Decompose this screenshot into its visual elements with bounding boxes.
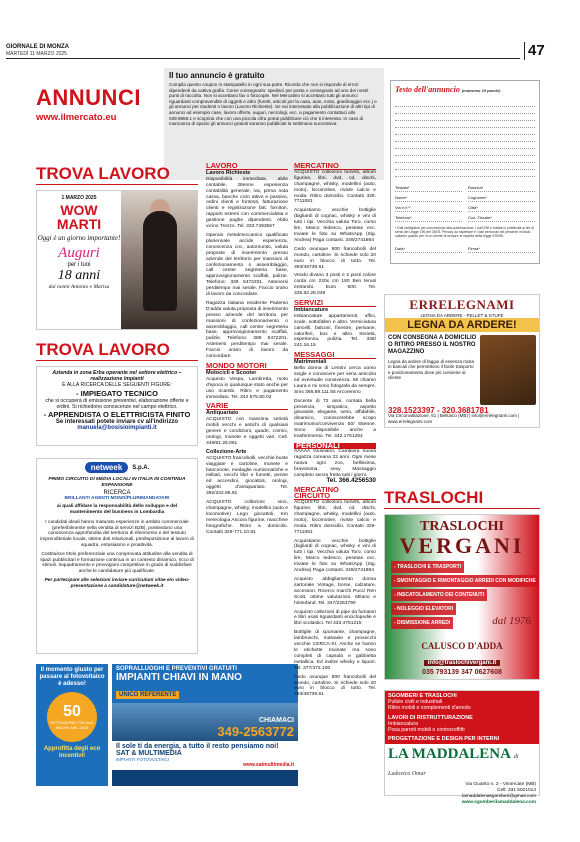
classified-item: Cedo ovunque 800 francobolli del mondo, cartoline. Si richiede solo 20 euro in blocco di tutto. Tel. 393/48739.61 — [294, 674, 376, 698]
maddalena-t6: Posa parreti mobili e controsoffitti — [388, 727, 465, 734]
ad-coupon-form — [390, 80, 540, 264]
netweek-l3: BRILLANTI AGENTI MONO/PLURIMANDATARI — [64, 496, 170, 502]
coupon-privacy-note: * Dati obbligatori per concessione alla pubblicazione. I dati ENI e trattati in pubblicità ai fini di sensi dei Legge 196 del 03/03. Privacy da rispettare e i dati personali nel presente modulo soltanto quanto per in un utente di sempre al rispetto della legge 675/96. — [395, 226, 534, 238]
coupon-field-testata[interactable]: Testata* — [395, 185, 462, 192]
legna-contacts — [385, 408, 539, 424]
classified-item: AAAAA Giussano, Cambiera nuova ragazza coreana 22 anni. Ogni mese nuova ogni zoo, bellissima, bravissima, sexy Massaggio completo senza fretta tutti i giorni. — [294, 448, 376, 478]
fv-headline: Il momento giusto per passare al fotovoltaico è adesso! — [39, 667, 105, 687]
traslochi-brand — [385, 519, 539, 557]
imp-top — [112, 664, 298, 703]
birthday-anni: 18 anni — [57, 268, 101, 283]
coupon-field-nome[interactable]: Nome* — [395, 195, 462, 202]
imp-chiavi: IMPIANTI CHIAVI IN MANO — [116, 672, 242, 683]
netweek-logo-mark: netweek — [85, 462, 129, 473]
legna-text — [388, 335, 477, 405]
traslochi-word: TRASLOCHI — [419, 519, 505, 534]
section-rule-1 — [36, 184, 198, 185]
traslochi-service: - NOLEGGIO ELEVATORI — [391, 603, 456, 615]
job-ad-netweek — [36, 458, 198, 654]
job1-cta: Se interessati potete inviare cv all'indirizzo — [55, 419, 179, 426]
traslochi-service: - SMONTAGGIO E RIMONTAGGIO ARREDI CON MODIFICHE — [391, 575, 539, 587]
legna-photo — [480, 335, 536, 405]
maddalena-cell[interactable]: Cell: 331 5021014 — [497, 788, 536, 794]
imp-referente: UNICO REFERENTE — [116, 691, 179, 699]
maddalena-t3: Ritiro mobili e complementi d'arredo — [388, 705, 471, 712]
section-traslochi: TRASLOCHI — [384, 488, 484, 507]
classified-item: ACQUISTO collezioni vino, champagne, whisky, modellini (auto e locomotive) Lego giocattoli, Km mereologia Ancora figurine, macchine fotografiche. Ritiro a domicilio. Contatti 329-771.10.81 — [206, 500, 288, 535]
job1-search: È ALLA RICERCA DELLE SEGUENTI FIGURE: — [62, 382, 172, 389]
maddalena-t5: Imbiancatura — [388, 720, 418, 727]
classified-item: ACQUISTO collezioni fumetti, album figurine, libri, dvd, cd, dischi, champagne, whisky, modellini (auto, moto), locomotive, riviste calcio e moda. Ritiro domicilio. Contatti 329- 7711081 — [294, 500, 376, 535]
classifieds-column-3 — [294, 160, 376, 790]
birthday-photo — [121, 191, 197, 329]
legna-address: Via Circonvallazione, 61 | Bellusco (MB) | info@errelegnami.com | www.errelegnami.com — [388, 413, 520, 424]
imp-company: SAT & MULTIMEDIA — [116, 750, 182, 757]
birthday-per: per i tuoi — [67, 262, 91, 268]
section-rule-3 — [384, 508, 540, 509]
heading-messaggi: MESSAGGI — [294, 352, 376, 359]
maddalena-brand — [385, 744, 539, 780]
page-number: 47 — [528, 42, 545, 59]
coupon-field-codfiscale[interactable]: Cod. Fiscale* — [468, 215, 535, 222]
birthday-name: WOW MARTI — [56, 202, 102, 232]
maddalena-owner: di Ludovico Omar — [388, 754, 519, 778]
classified-item: Bella donna di Lentini cerca uomo single e conoscere per seria amicizia ed eventuale convivenza. Mi chiamo Laura e mi sono fotografa da sempre. Sms 366.89.111.55 Arcoremno — [294, 366, 376, 395]
job-ad-electric — [36, 366, 198, 446]
traslochi-footer — [385, 641, 539, 676]
coupon-field-telefono[interactable]: Telefono* — [395, 215, 462, 222]
birthday-line: Oggi è un giorno importante! — [37, 234, 121, 242]
heading-mercatino: MERCATINO — [294, 163, 376, 170]
job1-role-2: - APPRENDISTA O ELETTRICISTA FINITO — [43, 410, 191, 420]
legna-header — [385, 295, 539, 318]
birthday-from: dai nonni Antonio e Marisa — [48, 284, 110, 290]
maddalena-address: Via Guarito n. 2 - Vimercate (MB) — [465, 782, 536, 788]
coupon-text-lines[interactable] — [395, 100, 535, 177]
classified-item: ACQUISTO collezioni fumetti, album figurine, libri, dvd, cd, dischi, champagne, whisky, modellini (auto, moto), locomotive, riviste calcio e moda. Ritiro domicilio. Contatti 329. 7711081 — [294, 169, 376, 205]
job1-role-1: - IMPIEGATO TECNICO — [76, 388, 158, 398]
subheading-collezione: Collezione-Arte — [206, 448, 247, 455]
maddalena-t1: SGOMBERI E TRASLOCHI — [388, 693, 457, 699]
legna-consegna: CON CONSEGNA A DOMICILIO O RITIRO PRESSO IL NOSTRO MAGAZZINO — [388, 335, 477, 355]
classified-item: Vendo divano 3 posti e 2 posti colore corda cm 220x cm 180 Ben tenuti entrambi. Euro 600. Tel. 335.82.26.049 — [294, 273, 376, 297]
netweek-logo — [40, 462, 194, 473]
netweek-l5: I candidati ideali hanno maturato esperienze in ambito commerciale (preferibilmente nella vendita di servizi B2B), possiedono una conoscenza approfondita del territorio di riferimento e del tessuto imprenditoriale locale, ottime doti relazionali, predisposizione al lavoro di squadra, entusiasmo e proattività. — [40, 519, 194, 548]
birthday-ad — [36, 190, 198, 330]
imp-photo — [112, 703, 298, 741]
ad-traslochi-vergani — [384, 514, 540, 680]
legna-brand: ERRELEGNAMI — [409, 297, 515, 312]
classified-item: Imbiancature appartamenti, uffici, scale, sottofalleri e altro. Verniciatura cancelli, balconi, finestre, persiane, caloriferi, box e altro. Serietà, esperienza, pulizia. Tel. 338/ 241.16.15 — [294, 313, 376, 349]
maddalena-website[interactable]: www.sgomberilamaddalena.com — [461, 799, 536, 805]
free-ad-text: Compila questo coupon in stampatello in ogni sua parte. Ricorda che non si risponde di errori dipendenti da cattiva grafia. Come consegnarlo: spedisci per posta o consegnalo ad uno dei nostri punti di raccolta. Non si accettano fax o fotocopie. Nel Mercatino si accettano tutti gli annunci riguardanti compravendite di oggetti e altro (furetti, articoli per la casa, auto, moto, giardinaggio ecc.) e gli annunci per studenti o lavoro (Lavoro Richieste). Se vai interessato alla pubblicazione di altri tipi di annunci ad esempio case, lavoro offerte, auguri, necrologi, ecc. a pagamento contattaci allo 039.9969.1 e scoprirai che con una piccola cifra potrai pubblicare ciò che ti interessa. In caso di mancanza di spazio gli annunci gratuiti saranno pubblicati la settimana successiva. — [169, 82, 377, 127]
traslochi-service: - INSCATOLAMENTO DEI CONTENUTI — [391, 589, 487, 601]
newspaper-name: GIORNALE DI MONZA — [6, 44, 69, 50]
coupon-title — [395, 85, 535, 94]
fv-incentivi: Approfitta degli eco incentivi! — [43, 746, 101, 759]
subheading-matrimoniali: Matrimoniali — [294, 359, 327, 366]
subheading-antiquariato: Antiquariato — [206, 410, 239, 417]
job1-intro: Azienda in zona Erba operante nel settore elettrico – realizzazione impianti — [52, 370, 182, 383]
classified-item: Docente di 72 anni, contata bella presenza, simpatico, aspetto giovanile, elegante, serio, affidabile, dinamico, conoscerebbe scopo matrimonio/convivenza 50/ 65enne. Sono disponibile anche a trasferimento. Tel. 342.1761294 — [294, 398, 376, 440]
annunci-logo — [36, 86, 156, 136]
heading-varie: VARIE — [206, 403, 288, 410]
legna-phone[interactable]: 328.1523397 - 320.3681781 — [388, 406, 489, 415]
birthday-ad-text — [37, 191, 121, 329]
classified-item: Acquistiamo vecchie bottiglie (bigliardi di cognac, whisky e vini di tutti i tipi. Vecchia valuta Toro, corso lire, Marco tedesco, pesetas ecc. Inviate le foto su WhatsApp (Sig. Andrea) Paga contanti. 349/2741864 — [294, 208, 376, 243]
classified-item: Cedo ovunque 800 francobolli del mondo, cartoline. Si richiede solo 20 euro in blocco di tutto. Tel. 393/48739.61 — [294, 246, 376, 270]
imp-website[interactable]: www.satmultimedia.it — [243, 762, 294, 768]
maddalena-contacts — [385, 780, 539, 807]
imp-phone[interactable]: 349-2563772 — [217, 724, 294, 739]
traslochi-phones[interactable]: 035 793139 347 0627608 — [422, 669, 502, 676]
coupon-sign-fields — [395, 246, 535, 253]
birthday-auguri: Auguri — [58, 245, 100, 261]
netweek-spa: S.p.A. — [132, 464, 150, 471]
heading-mercatino-circuito: MERCATINO CIRCUITO — [294, 487, 376, 500]
coupon-field-cognome[interactable]: Cognome* — [468, 195, 535, 202]
fv-badge-text: DETRAZIONE FISCALE ANCHE NEL 2025 — [50, 720, 94, 730]
legna-body — [385, 332, 539, 408]
job1-desc: che si occuperà di emissione preventivi, elaborazione offerte e ordini. Si richiedono conoscenze nel campo elettrico. — [45, 397, 189, 410]
ad-fotovoltaico — [36, 664, 108, 786]
traslochi-since: dal 1976 — [492, 615, 531, 627]
maddalena-t7: PROGETTAZIONE E DESIGN PER INTERNI — [388, 736, 500, 743]
personali-phone: Tel. 366.4256530 — [326, 477, 376, 485]
free-ad-title: Il tuo annuncio è gratuito — [169, 71, 265, 80]
traslochi-service: - DISMISSIONE ARREDI — [391, 617, 453, 629]
header-rule — [6, 58, 520, 59]
classified-item: ACQUISTO con massima serietà mobili vecchi e antichi di qualsiasi genere e condizioni, quadri, cornici, orologi, monete e oggetti vari. Cell. 349/61.25.061 — [206, 417, 288, 446]
page-number-divider — [524, 42, 525, 60]
classified-item: Acquistiamo vecchie bottiglie (bigliardi di cognac, whisky e vini di tutti i tipi. Vecchia valuta Toro, corso lire, Marco tedesco, pesetas ecc. Inviate le foto su WhatsApp (Sig. Andrea) Paga contanti. 349/2741864 — [294, 538, 376, 574]
subheading-moto: Motocicli e Scooter — [206, 369, 257, 376]
coupon-word-limit: (massimo 20 parole) — [461, 88, 501, 93]
heading-mondo-motori: MONDO MOTORI — [206, 363, 288, 370]
coupon-field-citta[interactable]: Città* — [468, 205, 535, 212]
classified-item: Disponibilità immediata, abile contabile, 28enne esperienza contabilità generale, iva, prima nota cassa, banche ciclo attivo e passivo, ordini clienti e fornitori, fatturazione clienti e registrazione fatt. fornitori, rapporti esterni con commercialista e gestione paghe dipendenti. Abito vicino Trezzo. Tel. 333.7493567 — [206, 176, 288, 230]
legna-band: LEGNA DA ARDERE! — [385, 318, 539, 332]
classified-item: Acquisto collezioni di pipe da fumatori e libri usati riguardanti enciclopedie e libri scolastici. Tel 333.4751215 — [294, 609, 376, 627]
birthday-date: 1 MARZO 2025 — [61, 195, 97, 201]
ad-impianti — [112, 664, 298, 786]
legna-desc: Legna da ardere di faggio di essenza mista in bancali che permettono il facile trasporto e posizionamento dove più conviene al cliente — [388, 359, 475, 381]
classified-item: Ragazza italiana residente Pademo D'adda valuta proposta di inserimento presso aziende del territorio per mansioni di confezionamento o assemblaggio, call center segreteria base, approvvigionamento scaffali, pulizie. Telefono: 389 5472201. Astenersi perditempo mai serale. Faccio orario di lavoro da concordare. — [206, 300, 288, 360]
classified-item: Bottiglie di spumante, champagne, lambruschi, malvasie e prosecchi vecchie CERCA-SI. Anche se hanno le etichette rovinate ma sono completi di capsula e gabbietta metallica. Ed inoltre whisky e liquori. Tel. 377/472.100 — [294, 630, 376, 671]
heading-lavoro: LAVORO — [206, 163, 288, 170]
imp-chiamaci: CHIAMACI — [259, 717, 294, 724]
maddalena-name: LA MADDALENA — [388, 746, 511, 763]
netweek-l4: ai quali affidare la responsabilità dello sviluppo e del mantenimento del business in Lombardia — [56, 504, 178, 515]
subheading-imbiancature: Imbiancature — [294, 306, 329, 313]
traslochi-service: - TRASLOCHI E TRASPORTI — [391, 561, 464, 573]
coupon-field-firma[interactable]: Firma* — [468, 246, 535, 253]
classified-item: Acquisto Vespa, Lambretta, moto d'epoca in qualunque stato anche per uso ricambi. Ritiro e pagamento immediato. Tel. 342 575.80.02 — [206, 376, 288, 400]
maddalena-services — [385, 691, 539, 744]
heading-servizi: SERVIZI — [294, 300, 376, 307]
imp-slogan: Il sole ti da energia, a tutto il resto pensiamo noi! — [116, 743, 279, 750]
section-trova-lavoro-1: TROVA LAVORO — [36, 164, 170, 183]
netweek-l6: Costituisce titolo preferenziale una comprovata attitudine alla vendita di spazi pubblicitari e formazione continua in un contesto dinamico, ricco di stimoli. Inquadramento e provvigioni competitive in grado di soddisfare anche le candidature più qualificate. — [40, 551, 194, 575]
maddalena-t2: Pulizie civili e industriali — [388, 699, 443, 706]
heading-personali: PERSONALI — [294, 443, 376, 449]
ad-errelegnami — [384, 294, 540, 428]
coupon-field-rubrica[interactable]: Rubrica* — [468, 185, 535, 192]
coupon-fields — [395, 185, 535, 222]
ad-la-maddalena — [384, 690, 540, 805]
maddalena-t4: LAVORI DI RISTRUTTURAZIONE — [388, 714, 473, 721]
coupon-title-text: Testo dell'annuncio — [395, 85, 460, 94]
imp-bottom — [112, 741, 298, 770]
traslochi-city: CALUSCO D'ADDA — [421, 641, 503, 651]
legna-sub: LEGNA DA ARDERE - PELLET & STUFE — [420, 313, 504, 318]
traslochi-email[interactable]: info@traslochivergani.it — [424, 660, 501, 666]
fv-badge — [47, 692, 97, 742]
fv-badge-number: 50 — [63, 703, 81, 720]
subheading-lavoro-richieste: Lavoro Richieste — [206, 169, 251, 176]
section-trova-lavoro-2: TROVA LAVORO — [36, 340, 170, 359]
netweek-l7[interactable]: Per partecipare alle selezioni inviare curriculum vitae e/o video-presentazione a candidature@netweek.it — [44, 577, 190, 589]
imp-sub: IMPIANTI FOTOVOLTAICI — [116, 757, 170, 762]
classified-item: Acquisto abbigliamento donna sartoriale Vintage, borse, calzature, accessori. Ricerco marchi Pucci Ren Scott, ottime valutazioni. Milano e hinterland. Tel. 347/2263790 — [294, 577, 376, 606]
classified-item: Operaio metalmeccanico qualificato pluriennale accide esperienza, conoscenza cnc, automunito, valuta proposte di inserimento presso aziende del territorio per mansioni di confezionamento o assemblaggio, call center segreteria base, approvvigionamento scaffali, pulizie. Telefono: 339 5472201. Astenersi perditempo mai serale. Faccio orario di lavoro da concordare. — [206, 232, 288, 298]
coupon-field-data[interactable]: Data* — [395, 246, 462, 253]
netweek-l1: PRIMO CIRCUITO DI MEDIA LOCALI IN ITALIA IN CONTINUA ESPANSIONE — [48, 477, 186, 488]
section-rule-2 — [36, 360, 198, 361]
annunci-title: ANNUNCI — [36, 85, 141, 110]
maddalena-email[interactable]: lamaddalenasgomberi@gmail.com — [462, 794, 536, 800]
imp-sopralluoghi: SOPRALLUOGHI E PREVENTIVI GRATUITI — [116, 666, 237, 672]
issue-date: MARTEDÌ 11 MARZO 2025 — [6, 51, 67, 57]
classifieds-column-2 — [206, 160, 288, 656]
netweek-l2: RICERCA — [103, 489, 131, 496]
annunci-url[interactable]: www.ilmercato.eu — [36, 112, 117, 123]
coupon-field-via[interactable]: Via e n°* — [395, 205, 462, 212]
traslochi-vergani: VERGANI — [399, 533, 525, 558]
classified-item: ACQUISTO francobolli, vecchie buste viaggiate e cartoline, monete e banconote, medaglie numismatiche e militari, vecchi libri e fumetti, penne ed accendini, giocattoli, orologi, oggetti d'antiquariato. Tel. 392/342.95.91 — [206, 455, 288, 497]
job1-email[interactable]: manuela@bosisioimpianti.it — [77, 425, 157, 432]
